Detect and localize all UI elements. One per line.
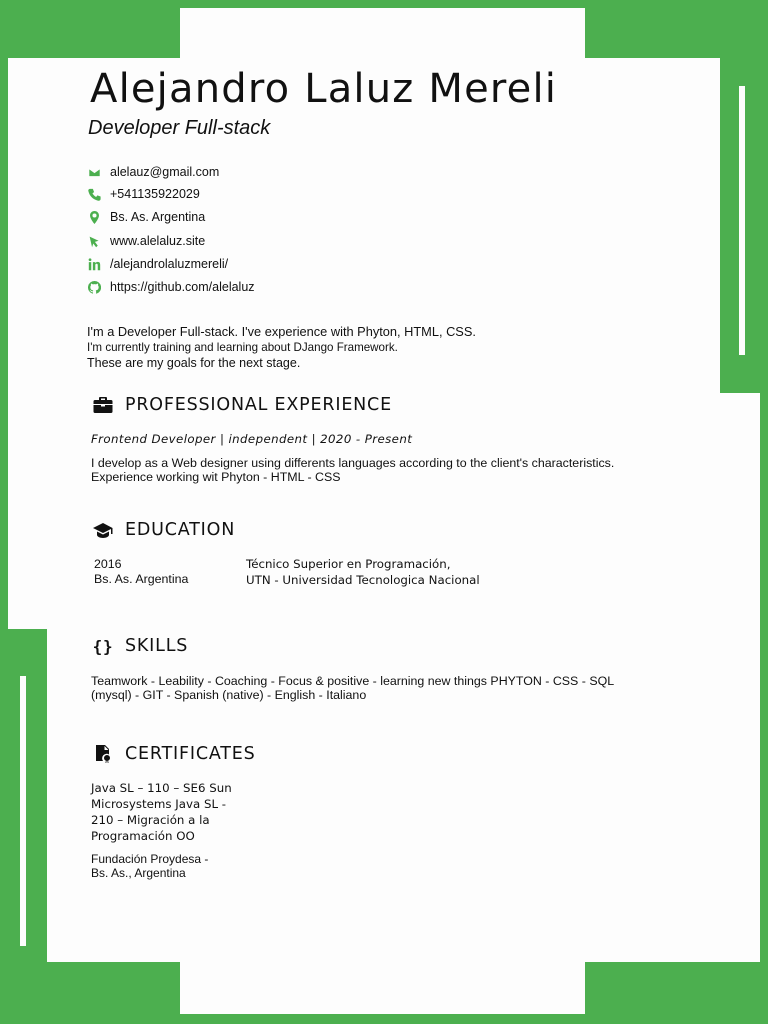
contact-email-text: alelauz@gmail.com bbox=[110, 165, 220, 179]
decorative-bar-right bbox=[739, 86, 745, 355]
experience-line-1: I develop as a Web designer using differents languages according to the client's characteristics. bbox=[91, 456, 615, 470]
education-degree: Técnico Superior en Programación, bbox=[246, 557, 451, 571]
resume-name: Alejandro Laluz Mereli bbox=[90, 66, 558, 112]
experience-job-title: Frontend Developer | independent | 2020 - Present bbox=[91, 432, 413, 446]
experience-line-2: Experience working wit Phyton - HTML - CSS bbox=[91, 470, 341, 484]
decorative-bar-left bbox=[20, 676, 26, 946]
section-certificates-title: CERTIFICATES bbox=[125, 744, 256, 764]
certificate-line-4: Programación OO bbox=[91, 829, 195, 843]
skills-line-1: Teamwork - Leability - Coaching - Focus & positive - learning new things PHYTON - CSS - SQL bbox=[91, 674, 615, 688]
cursor-icon bbox=[88, 235, 101, 248]
summary-line-1: I'm a Developer Full-stack. I've experience with Phyton, HTML, CSS. bbox=[87, 324, 476, 339]
contact-location-text: Bs. As. Argentina bbox=[110, 210, 206, 224]
curly-braces-icon: {} bbox=[92, 636, 114, 656]
section-skills-header bbox=[92, 636, 188, 656]
contact-linkedin-text: /alejandrolaluzmereli/ bbox=[110, 257, 229, 271]
contact-github[interactable] bbox=[88, 280, 255, 294]
section-skills-title: SKILLS bbox=[125, 636, 189, 656]
github-icon bbox=[88, 281, 101, 294]
resume-role: Developer Full-stack bbox=[88, 117, 271, 139]
contact-website-text: www.alelaluz.site bbox=[110, 234, 206, 248]
linkedin-icon bbox=[88, 258, 101, 271]
contact-phone[interactable] bbox=[88, 187, 200, 201]
graduation-cap-icon bbox=[92, 520, 114, 540]
paper-bottom-tab bbox=[180, 960, 585, 1014]
education-place: Bs. As. Argentina bbox=[94, 572, 189, 586]
section-experience-title: PROFESSIONAL EXPERIENCE bbox=[125, 395, 392, 415]
certificate-issuer-line-1: Fundación Proydesa - bbox=[91, 852, 209, 866]
certificate-icon bbox=[92, 744, 114, 764]
certificate-line-1: Java SL – 110 – SE6 Sun bbox=[91, 781, 232, 795]
email-icon bbox=[88, 166, 101, 179]
contact-phone-text: +541135922029 bbox=[110, 187, 200, 201]
section-education-title: EDUCATION bbox=[125, 520, 236, 540]
certificate-line-2: Microsystems Java SL - bbox=[91, 797, 227, 811]
contact-linkedin[interactable] bbox=[88, 257, 228, 271]
section-certificates-header bbox=[92, 744, 256, 764]
contact-website[interactable] bbox=[88, 234, 205, 248]
contact-location bbox=[88, 210, 205, 224]
education-year: 2016 bbox=[94, 557, 122, 571]
briefcase-icon bbox=[92, 395, 114, 415]
certificate-line-3: 210 – Migración a la bbox=[91, 813, 210, 827]
location-icon bbox=[88, 211, 101, 224]
paper-middle bbox=[8, 393, 760, 629]
summary-line-3: These are my goals for the next stage. bbox=[87, 356, 301, 370]
section-education-header bbox=[92, 520, 235, 540]
skills-line-2: (mysql) - GIT - Spanish (native) - English - Italiano bbox=[91, 688, 367, 702]
contact-github-text: https://github.com/alelaluz bbox=[110, 280, 255, 294]
phone-icon bbox=[88, 188, 101, 201]
education-school: UTN - Universidad Tecnologica Nacional bbox=[246, 573, 480, 587]
certificate-issuer-line-2: Bs. As., Argentina bbox=[91, 866, 186, 880]
contact-email[interactable] bbox=[88, 165, 219, 179]
section-experience-header bbox=[92, 395, 392, 415]
summary-line-2: I'm currently training and learning about DJango Framework. bbox=[87, 341, 398, 354]
